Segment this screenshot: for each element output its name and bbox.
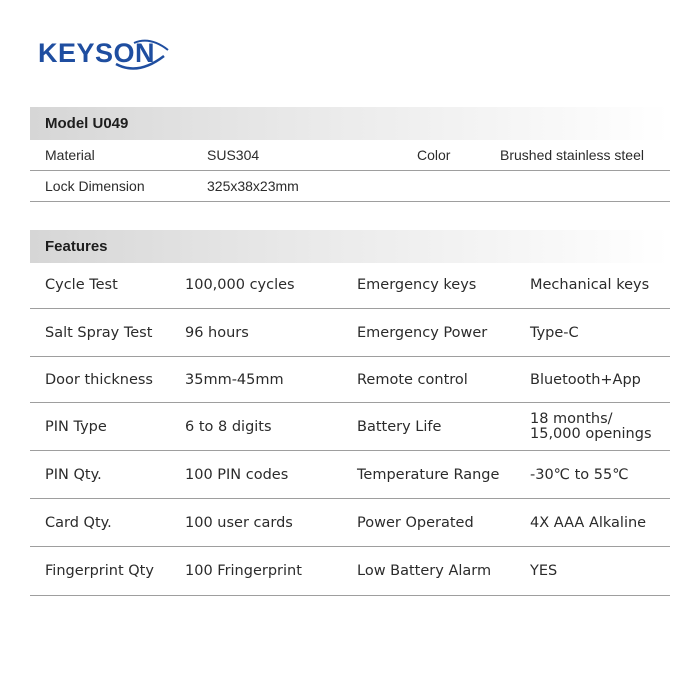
feature-label: Card Qty. bbox=[45, 514, 112, 531]
feature-value: 6 to 8 digits bbox=[185, 418, 272, 435]
feature-value: YES bbox=[530, 563, 558, 579]
logo-text: KEYSON bbox=[38, 38, 156, 68]
table-row bbox=[30, 140, 670, 171]
feature-value: Type-C bbox=[530, 324, 579, 341]
brand-logo bbox=[38, 34, 178, 74]
feature-value: 4X AAA Alkaline bbox=[530, 514, 647, 531]
feature-value: Mechanical keys bbox=[530, 277, 650, 293]
table-row bbox=[30, 262, 670, 309]
spec-value: SUS304 bbox=[207, 147, 260, 163]
model-title: Model U049 bbox=[45, 115, 129, 132]
feature-label: PIN Qty. bbox=[45, 466, 102, 483]
feature-label: Low Battery Alarm bbox=[357, 563, 492, 579]
feature-label: Remote control bbox=[357, 371, 468, 388]
model-spec-table bbox=[30, 140, 670, 202]
spec-value: Brushed stainless steel bbox=[500, 147, 644, 163]
spec-value: 325x38x23mm bbox=[207, 178, 299, 194]
table-row bbox=[30, 499, 670, 547]
feature-value: 100 PIN codes bbox=[185, 466, 289, 483]
feature-label: PIN Type bbox=[45, 418, 107, 435]
feature-label: Salt Spray Test bbox=[45, 324, 153, 341]
feature-label: Emergency keys bbox=[357, 277, 477, 293]
features-table bbox=[30, 262, 670, 596]
feature-value: 100,000 cycles bbox=[185, 277, 295, 293]
feature-label: Cycle Test bbox=[45, 277, 118, 293]
feature-label: Temperature Range bbox=[357, 466, 500, 483]
feature-label: Power Operated bbox=[357, 514, 474, 531]
feature-label: Fingerprint Qty bbox=[45, 563, 154, 579]
feature-value: 18 months/ 15,000 openings bbox=[530, 410, 652, 442]
feature-value: Bluetooth+App bbox=[530, 371, 641, 388]
feature-value: 96 hours bbox=[185, 324, 249, 341]
table-row bbox=[30, 403, 670, 451]
spec-label: Color bbox=[417, 147, 451, 163]
spec-label: Material bbox=[45, 147, 95, 163]
table-row bbox=[30, 547, 670, 596]
spec-label: Lock Dimension bbox=[45, 178, 145, 194]
feature-value: -30℃ to 55℃ bbox=[530, 466, 629, 483]
table-row bbox=[30, 171, 670, 202]
features-title: Features bbox=[45, 238, 108, 255]
feature-value: 100 user cards bbox=[185, 514, 293, 531]
feature-value: 35mm-45mm bbox=[185, 371, 284, 388]
features-section-header bbox=[30, 230, 670, 263]
logo-swoosh-icon bbox=[38, 34, 178, 74]
table-row bbox=[30, 309, 670, 357]
table-row bbox=[30, 451, 670, 499]
feature-label: Battery Life bbox=[357, 418, 442, 435]
feature-value: 100 Fringerprint bbox=[185, 563, 302, 579]
model-section-header bbox=[30, 107, 670, 140]
feature-label: Emergency Power bbox=[357, 324, 488, 341]
feature-label: Door thickness bbox=[45, 371, 153, 388]
table-row bbox=[30, 357, 670, 403]
